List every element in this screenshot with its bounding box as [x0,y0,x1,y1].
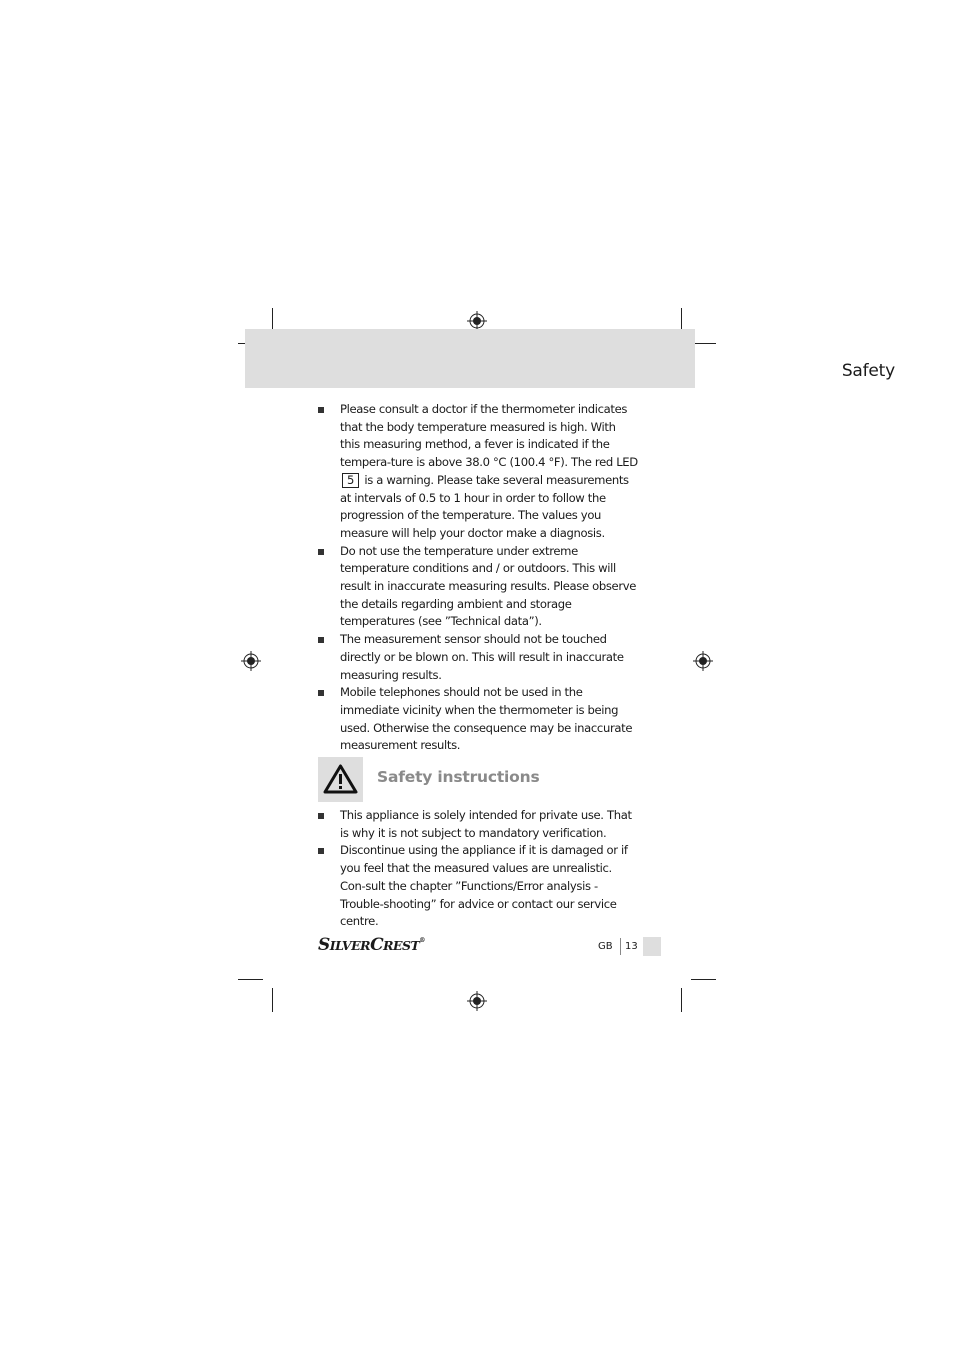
list-item [318,401,638,543]
footer-tab [643,937,661,956]
registration-mark-icon [693,651,713,671]
list-item-text: The measurement sensor should not be touched directly or be blown on. This will result in inaccurate measuring results. [340,632,624,682]
crop-mark [691,979,716,980]
bullet-icon [318,690,324,696]
list-item [318,842,638,931]
safety-instructions-list [318,807,638,931]
list-item-text: Discontinue using the appliance if it is damaged or if you feel that the measured values are unrealistic. Con-sult the chapter ”Functions/Error analysis - Trouble-shooting” for advice or contact our service centre. [340,843,628,929]
list-item [318,631,638,684]
registration-mark-icon [467,311,487,331]
brand-logo: SILVERCREST® [318,935,425,955]
list-item-text: Do not use the temperature under extreme temperature conditions and / or outdoors. This will result in inaccurate measuring results. Please observe the details regarding ambient and storage temperatures (see ”Technical data”). [340,543,637,629]
language-code: GB [598,941,613,952]
list-item-text: Mobile telephones should not be used in the immediate vicinity when the thermometer is being used. Otherwise the consequence may be inaccurate measurement results. [340,685,633,753]
footer-divider [620,938,621,955]
bullet-icon [318,407,324,413]
list-item [318,684,638,755]
warning-box [318,757,363,802]
registration-mark-icon [241,651,261,671]
list-item [318,543,638,632]
list-item-text: is a warning. Please take several measurements at intervals of 0.5 to 1 hour in order to follow the progression of the temperature. The values you measure will help your doctor make a diagnosis. [340,472,629,540]
bullet-icon [318,637,324,643]
bullet-icon [318,813,324,819]
section-title: Safety instructions [377,768,540,786]
header-band [245,329,695,388]
safety-list [318,401,638,755]
crop-mark [681,988,682,1012]
registration-mark-icon [467,991,487,1011]
bullet-icon [318,549,324,555]
list-item-text: This appliance is solely intended for private use. That is why it is not subject to mandatory verification. [340,808,632,840]
list-item [318,807,638,842]
page-title: Safety [841,361,895,381]
crop-mark [238,979,263,980]
list-item-text: Please consult a doctor if the thermometer indicates that the body temperature measured is high. With this measuring method, a fever is indicated if the tempera-ture is above 38.0 °C (100.4 °F). The red LED [340,402,638,470]
crop-mark [272,988,273,1012]
bullet-icon [318,848,324,854]
warning-triangle-icon [318,757,363,802]
led-reference: 5 [342,473,359,488]
page-number: 13 [625,941,638,952]
